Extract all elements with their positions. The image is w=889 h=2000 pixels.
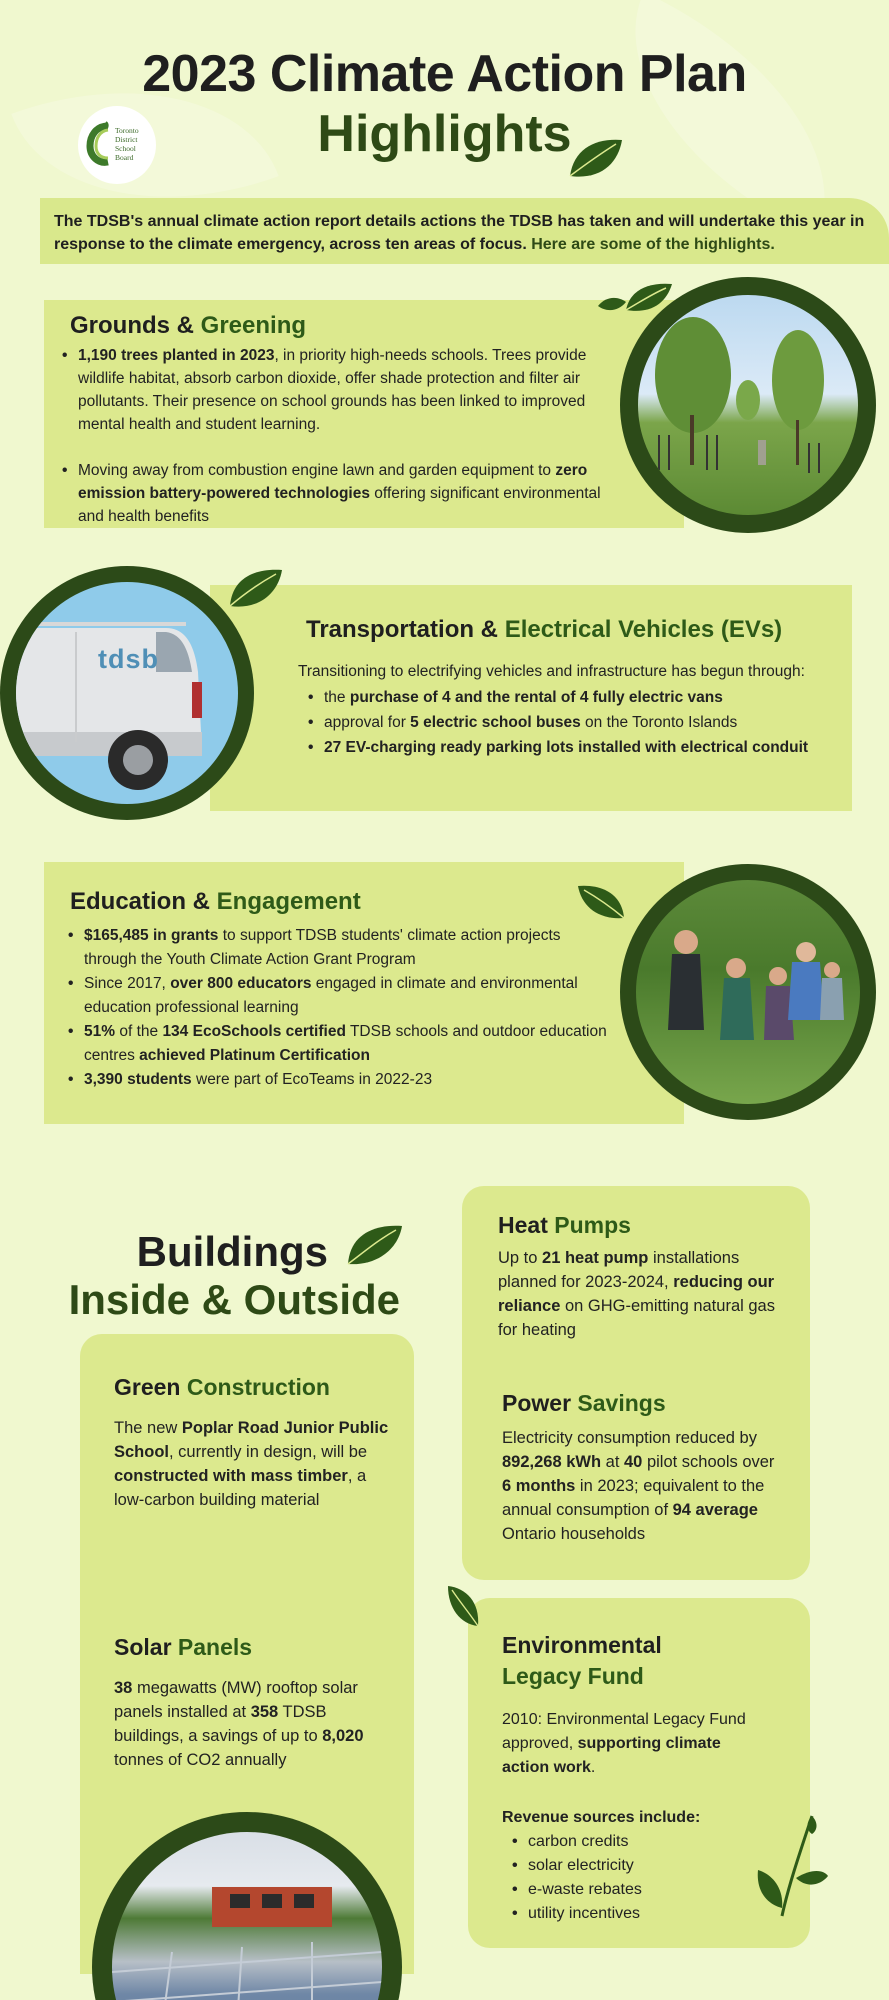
item-text: Since 2017,	[84, 975, 171, 992]
power-savings-heading	[502, 1390, 666, 1417]
item-text: , in priority high-needs schools. Trees provide wildlife habitat, absorb carbon dioxide, offer shade protection and filter air pollutants. Their presence on school grounds has been linked to improved mental health and student learning.	[78, 347, 587, 433]
bold-text: 1,190 trees planted in 2023	[78, 347, 275, 364]
leaf-icon	[596, 280, 674, 324]
text: Electricity consumption reduced by	[502, 1429, 757, 1447]
heat-pumps-heading	[498, 1212, 631, 1239]
logo-line: School	[115, 144, 136, 153]
list-item	[308, 736, 848, 759]
text: .	[590, 1759, 596, 1776]
leaf-icon	[344, 1222, 404, 1268]
page-subtitle: Highlights	[317, 105, 572, 163]
item-text: TDSB schools and outdoor education centres	[84, 1023, 607, 1064]
text: in 2023; equivalent to the annual consumption of	[502, 1477, 765, 1519]
text: on GHG-emitting natural gas for heating	[498, 1297, 775, 1339]
logo-line: District	[115, 135, 138, 144]
list-item: • carbon credits	[512, 1830, 642, 1854]
heading-line1: Buildings	[136, 1228, 328, 1275]
heading-dark: Grounds &	[70, 312, 201, 339]
van-photo	[0, 566, 254, 820]
text: , a low-carbon building material	[114, 1467, 367, 1509]
sprout-icon	[752, 1808, 830, 1918]
heading-green: Pumps	[554, 1212, 631, 1238]
heading-green: Savings	[577, 1390, 666, 1416]
bold-text: 358	[250, 1703, 279, 1721]
bold-text: 94 average	[672, 1501, 758, 1519]
intro-banner	[40, 198, 889, 264]
page-title: 2023 Climate Action Plan	[142, 45, 747, 103]
van-logo: tdsb	[98, 644, 159, 674]
transport-heading	[306, 616, 782, 644]
intro-text: The TDSB's annual climate action report details actions the TDSB has taken and will undertake this year in response to the climate emergency, across ten areas of focus.	[54, 213, 865, 253]
heading-dark: Transportation &	[306, 616, 505, 643]
text: megawatts (MW) rooftop solar panels installed at	[114, 1679, 358, 1721]
education-heading	[70, 888, 361, 916]
bold-text: reducing our reliance	[498, 1273, 775, 1315]
grounds-heading	[70, 312, 306, 340]
bold-text: 5 electric school buses	[410, 714, 581, 731]
green-construction-heading	[114, 1374, 330, 1401]
bold-text: 892,268 kWh	[502, 1453, 602, 1471]
text: TDSB buildings, a savings of up to	[114, 1703, 327, 1745]
text: at	[601, 1453, 624, 1471]
education-list	[68, 924, 608, 1092]
item-text: Moving away from combustion engine lawn and garden equipment to	[78, 462, 556, 479]
text: pilot schools over	[642, 1453, 775, 1471]
heat-pumps-text	[498, 1246, 782, 1342]
text: Up to	[498, 1249, 543, 1267]
item-text: offering significant environmental and health benefits	[78, 485, 601, 525]
bold-text: 40	[624, 1453, 643, 1471]
bold-text: purchase of 4 and the rental of 4 fully electric vans	[349, 689, 723, 706]
hikers-photo	[620, 864, 876, 1120]
bold-text: zero emission battery-powered technologies	[78, 462, 588, 502]
bold-text: 27 EV-charging ready parking lots installed with electrical conduit	[324, 739, 809, 756]
heading-line1: Environmental	[502, 1632, 662, 1658]
item-text: approval for	[324, 714, 411, 731]
transport-lead: Transitioning to electrifying vehicles and infrastructure has begun through:	[298, 663, 805, 680]
bold-text: 134 EcoSchools certified	[162, 1023, 346, 1040]
heading-green: Greening	[200, 312, 307, 339]
heading-dark: Solar	[114, 1634, 178, 1660]
heading-dark: Education &	[70, 888, 217, 915]
list-item	[308, 711, 848, 734]
bold-text: 38	[114, 1679, 133, 1697]
leaf-icon	[566, 136, 624, 182]
heading-green: Panels	[177, 1634, 253, 1660]
van-illustration	[16, 582, 238, 804]
solar-illustration	[112, 1832, 382, 2000]
text: Ontario households	[502, 1525, 646, 1543]
logo-line: Board	[115, 153, 134, 162]
list-item	[68, 924, 608, 972]
leaf-icon	[576, 882, 626, 920]
bold-text: $165,485 in grants	[84, 927, 219, 944]
text: 2010: Environmental Legacy Fund approved,	[502, 1711, 746, 1752]
legacy-heading	[502, 1630, 662, 1692]
grounds-list	[62, 344, 610, 528]
text: installations planned for 2023-2024,	[498, 1249, 740, 1291]
list-item: • utility incentives	[512, 1902, 642, 1926]
tdsb-logo	[78, 106, 156, 184]
heading-dark: Heat	[498, 1212, 555, 1238]
text: The new	[114, 1419, 182, 1437]
text: , currently in design, will be	[169, 1443, 368, 1461]
heading-dark: Power	[502, 1390, 578, 1416]
list-item	[308, 686, 848, 709]
solar-text	[114, 1676, 390, 1772]
heading-dark: Green	[114, 1374, 187, 1400]
power-savings-text	[502, 1426, 786, 1546]
bold-text: supporting climate action work	[502, 1735, 721, 1776]
heading-line2: Legacy Fund	[502, 1663, 644, 1689]
apple-logo-icon	[86, 120, 116, 168]
intro-highlight: Here are some of the highlights.	[531, 236, 775, 253]
bold-text: 51%	[84, 1023, 116, 1040]
heading-green: Engagement	[216, 888, 361, 915]
solar-heading	[114, 1634, 252, 1661]
list-item	[62, 344, 610, 436]
list-item	[68, 1020, 608, 1068]
leaf-icon	[446, 1584, 482, 1628]
item-text: of the	[115, 1023, 163, 1040]
item-text: the	[324, 689, 350, 706]
item-text: on the Toronto Islands	[580, 714, 738, 731]
list-item: • e-waste rebates	[512, 1878, 642, 1902]
heading-green: Construction	[186, 1374, 330, 1400]
bold-text: achieved Platinum Certification	[139, 1047, 370, 1064]
revenue-list	[512, 1830, 642, 1926]
bold-text: Poplar Road Junior Public School	[114, 1419, 389, 1461]
bold-text: 3,390 students	[84, 1071, 192, 1088]
bold-text: over 800 educators	[170, 975, 312, 992]
list-item	[62, 459, 610, 528]
revenue-heading: Revenue sources include:	[502, 1809, 701, 1826]
green-construction-text	[114, 1416, 390, 1512]
bold-text: 6 months	[502, 1477, 576, 1495]
item-text: were part of EcoTeams in 2022-23	[191, 1071, 433, 1088]
transport-list	[308, 686, 848, 759]
list-item: • solar electricity	[512, 1854, 642, 1878]
bold-text: 8,020	[322, 1727, 364, 1745]
heading-line2: Inside & Outside	[68, 1276, 400, 1323]
legacy-text	[502, 1708, 758, 1780]
logo-line: Toronto	[115, 126, 139, 135]
heading-green: Electrical Vehicles (EVs)	[504, 616, 783, 643]
list-item	[68, 1068, 608, 1092]
leaf-icon	[226, 566, 284, 610]
item-text: engaged in climate and environmental education professional learning	[84, 975, 578, 1016]
bold-text: 21 heat pump	[542, 1249, 649, 1267]
trees-illustration	[638, 295, 858, 515]
text: tonnes of CO2 annually	[114, 1751, 287, 1769]
bold-text: constructed with mass timber	[114, 1467, 348, 1485]
list-item	[68, 972, 608, 1020]
item-text: to support TDSB students' climate action projects through the Youth Climate Action Grant Program	[84, 927, 561, 968]
hikers-illustration	[636, 880, 860, 1104]
